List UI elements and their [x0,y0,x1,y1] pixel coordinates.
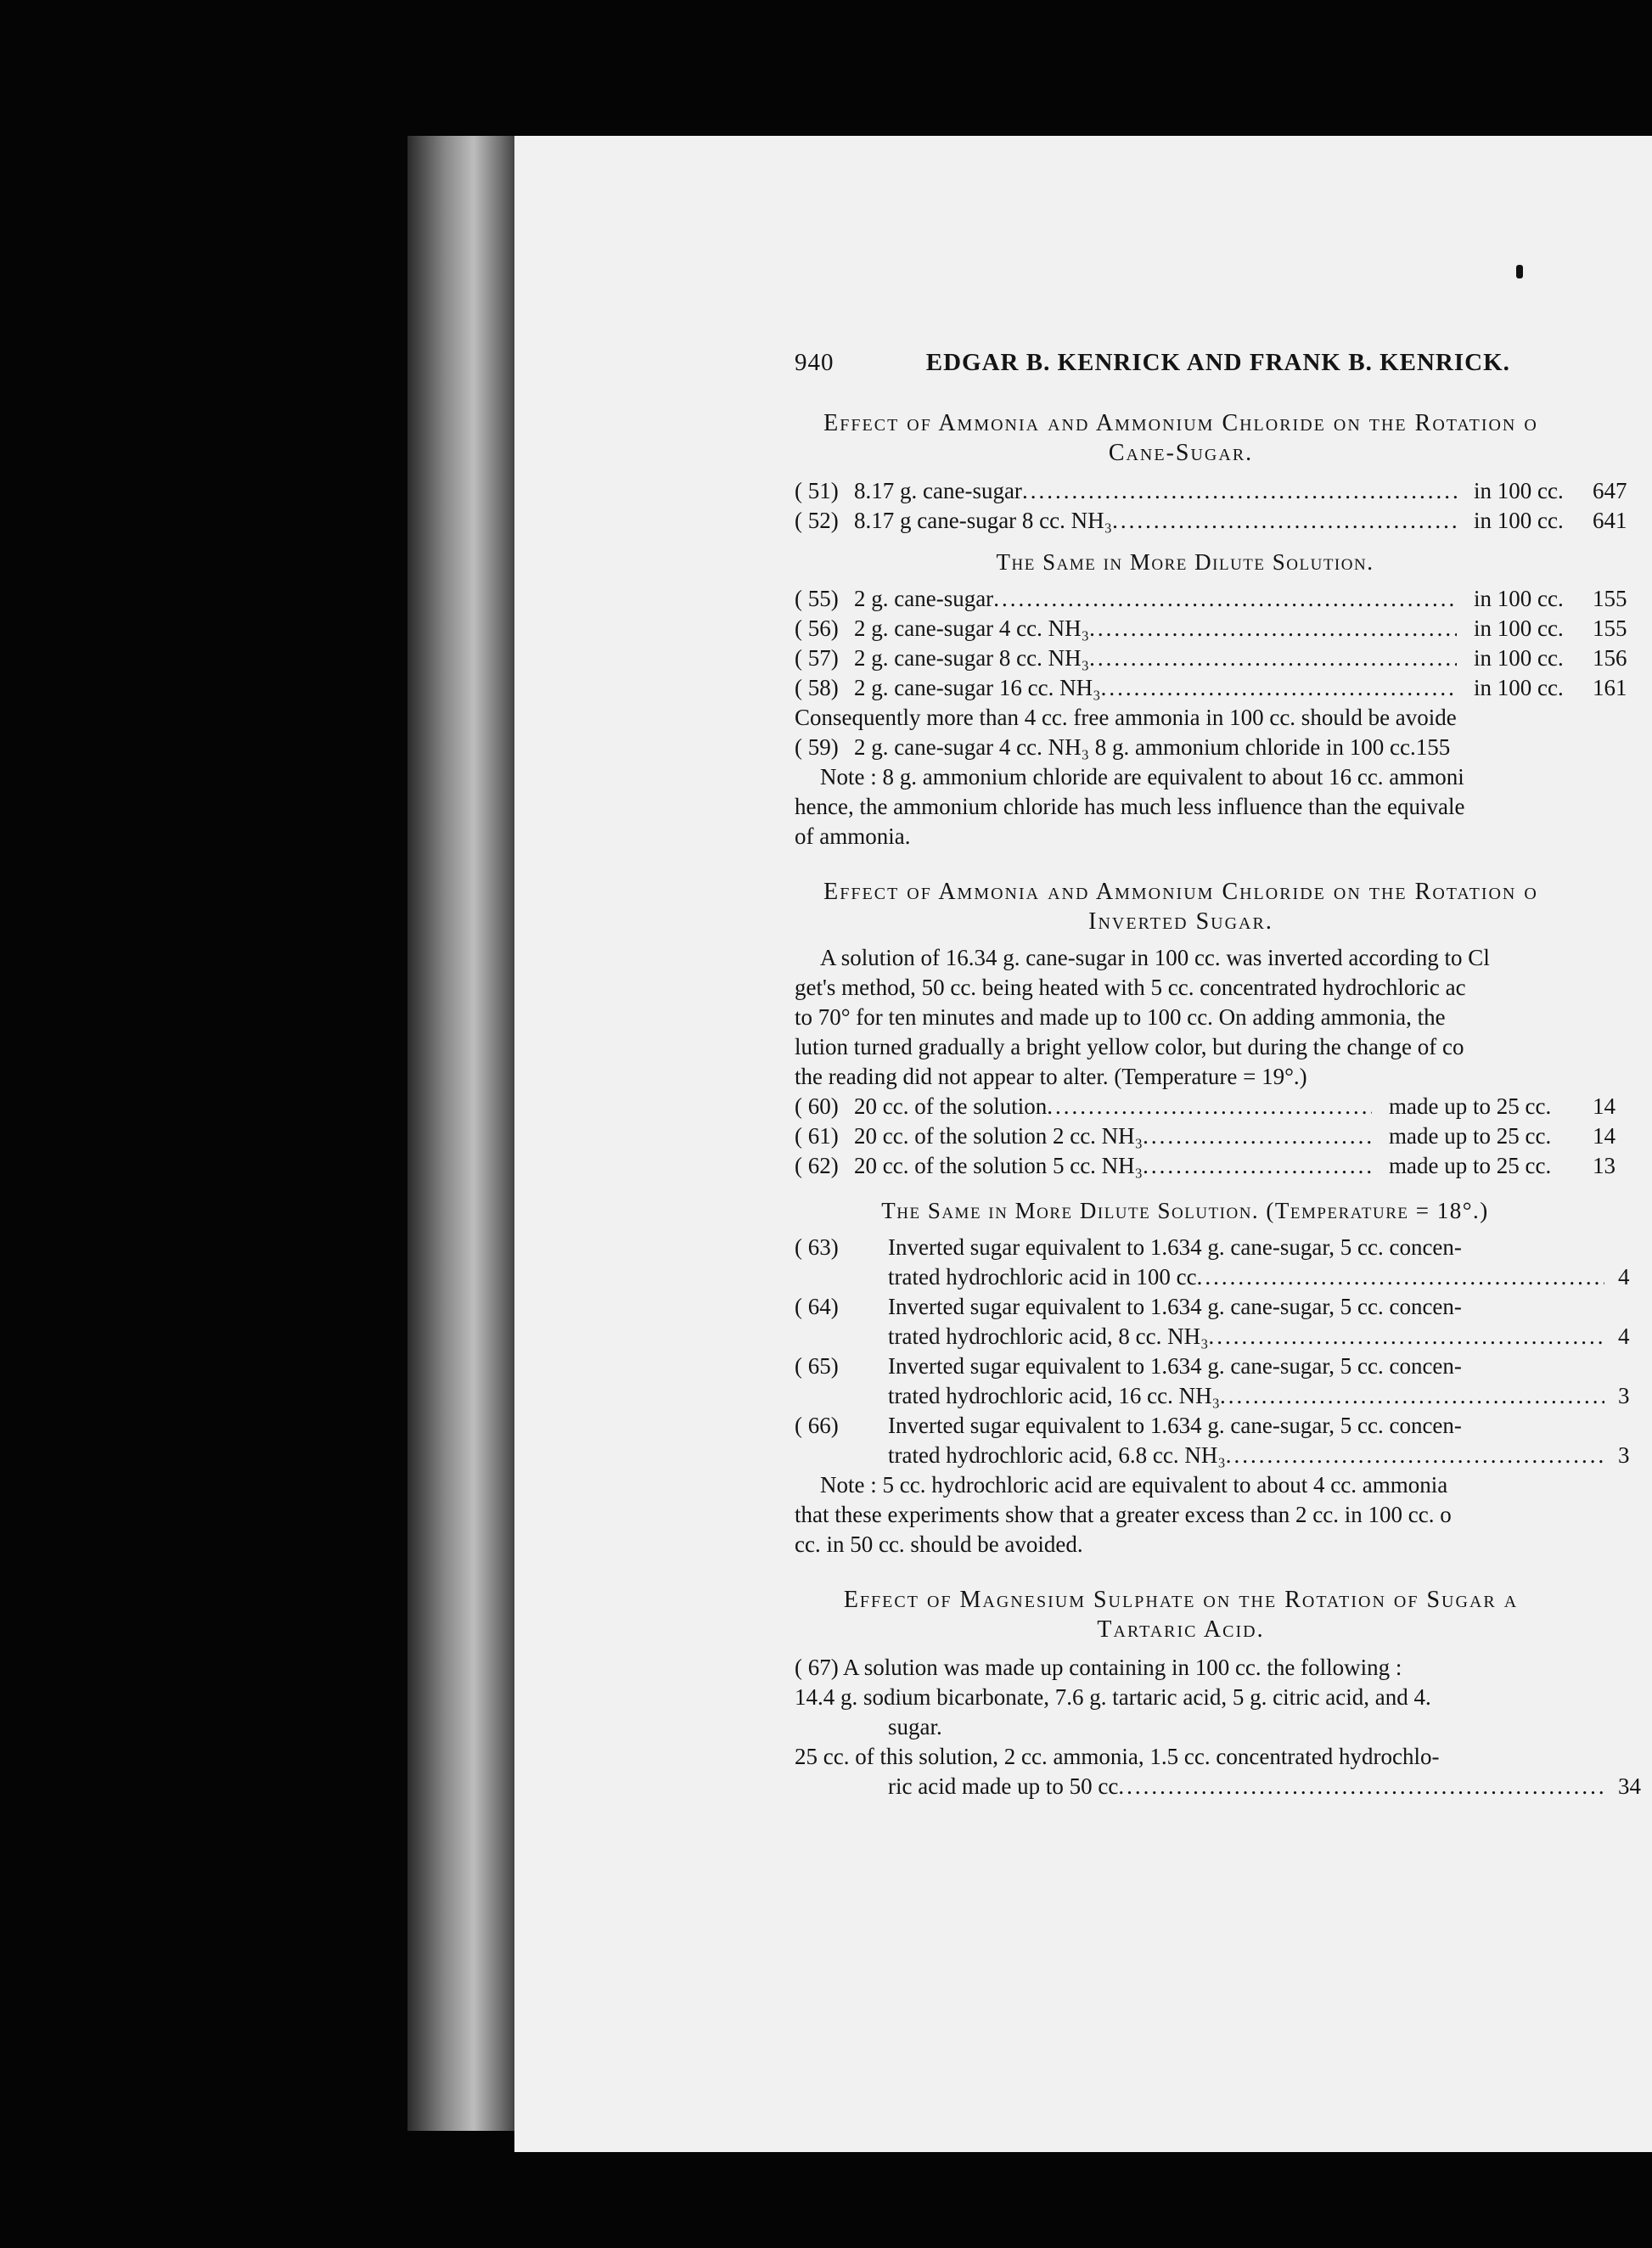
page-number: 940 [795,349,834,376]
table-row: ( 55) 2 g. cane-sugar ..... in 100 cc. 155 [795,584,1652,614]
table-row: ( 59) 2 g. cane-sugar 4 cc. NH₃ 8 g. ammonium chloride in 100 cc. 155 [795,734,1451,760]
document-page [514,136,1652,2152]
running-head [795,348,1652,378]
table-row: ( 62) 20 cc. of the solution 5 cc. NH₃ ..... made up to 25 cc. 13 [795,1151,1652,1181]
entries-inverted [795,1233,1652,1470]
page-content [795,348,1652,1801]
list-item: ( 66) Inverted sugar equivalent to 1.634 g. cane-sugar, 5 cc. concen- trated hydrochloric acid, 6.8 cc. NH₃ ..... 3 [795,1411,1652,1470]
list-item: ( 65) Inverted sugar equivalent to 1.634 g. cane-sugar, 5 cc. concen- trated hydrochloric acid, 16 cc. NH₃ ..... 3 [795,1352,1652,1411]
paragraph-solution-67: ( 67) A solution was made up containing in 100 cc. the following : 14.4 g. sodium bicarbonate, 7.6 g. tartaric acid, 5 g. citric acid, and 4. sugar. 25 cc. of this solution, 2 cc. ammonia, 1.5 cc. concentrated hydrochlo- ric acid made up to 50 cc ..... 34 [795,1653,1652,1801]
table-inverted [795,1092,1652,1181]
note-line: Note : 8 g. ammonium chloride are equivalent to about 16 cc. ammoni [820,764,1464,790]
table-row: ( 52) 8.17 g cane-sugar 8 cc. NH₃ ..... in 100 cc. 641 [795,506,1652,536]
note-line: hence, the ammonium chloride has much less influence than the equivale [795,794,1465,819]
table-row: ( 61) 20 cc. of the solution 2 cc. NH₃ ..... made up to 25 cc. 14 [795,1121,1652,1151]
list-item: ( 64) Inverted sugar equivalent to 1.634 g. cane-sugar, 5 cc. concen- trated hydrochloric acid, 8 cc. NH₃ ..... 4 [795,1292,1652,1352]
subheading-dilute: The Same in More Dilute Solution. [996,549,1374,575]
table-dilute [795,584,1652,851]
running-head-authors: EDGAR B. KENRICK AND FRANK B. KENRICK. [925,349,1510,376]
table-row: ( 60) 20 cc. of the solution ..... made up to 25 cc. 14 [795,1092,1652,1121]
table-row: ( 58) 2 g. cane-sugar 16 cc. NH₃ ..... in 100 cc. 161 [795,673,1652,703]
section-heading-inverted-sugar: Effect of Ammonia and Ammonium Chloride on the Rotation o Inverted Sugar. [823,879,1538,935]
paragraph-inversion-method: A solution of 16.34 g. cane-sugar in 100 cc. was inverted according to Cl get's method, 50 cc. being heated with 5 cc. concentrated hydrochloric ac to 70° for ten minutes and made up to 100 cc. On adding ammonia, the lution turned gradually a bright yellow color, but during the change of co the reading did not appear to alter. (Temperature = 19°.) [795,945,1490,1089]
table-row: ( 56) 2 g. cane-sugar 4 cc. NH₃ ..... in 100 cc. 155 [795,614,1652,643]
paragraph-note-hydrochloric: Note : 5 cc. hydrochloric acid are equivalent to about 4 cc. ammonia that these experiments show that a greater excess than 2 cc. in 100 cc. o cc. in 50 cc. should be avoided. [795,1472,1452,1557]
section-heading-cane-sugar: Effect of Ammonia and Ammonium Chloride on the Rotation o Cane-Sugar. [823,410,1538,466]
note-line: of ammonia. [795,823,911,849]
table-cane-sugar [795,476,1652,536]
ink-dot [1516,265,1523,278]
list-item: ( 63) Inverted sugar equivalent to 1.634 g. cane-sugar, 5 cc. concen- trated hydrochloric acid in 100 cc ..... 4 [795,1233,1652,1292]
section-heading-magnesium: Effect of Magnesium Sulphate on the Rotation of Sugar a Tartaric Acid. [843,1587,1519,1643]
book-spine-shadow [407,136,518,2131]
table-row: ( 51) 8.17 g. cane-sugar ..... in 100 cc. 647 [795,476,1652,506]
subheading-dilute-inverted: The Same in More Dilute Solution. (Temperature = 18°.) [881,1198,1489,1223]
table-row: ( 57) 2 g. cane-sugar 8 cc. NH₃ ..... in 100 cc. 156 [795,643,1652,673]
paragraph-consequently: Consequently more than 4 cc. free ammonia in 100 cc. should be avoide [795,705,1457,730]
